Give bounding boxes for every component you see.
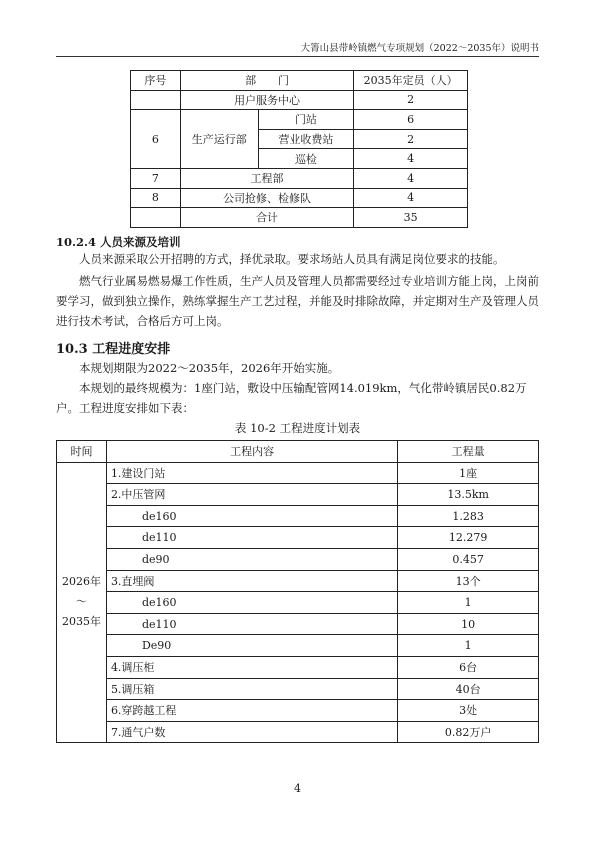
quantity-cell: 0.457 (398, 548, 539, 570)
table-row (57, 505, 539, 527)
table-cell: 用户服务中心 (180, 90, 353, 110)
table-cell: 公司抢修、检修队 (180, 188, 353, 208)
col-header: 2035年定员（人） (354, 71, 468, 91)
table-cell: 2 (354, 129, 468, 149)
table-row (131, 168, 468, 188)
table-cell: 4 (354, 149, 468, 169)
table-row (57, 678, 539, 700)
paragraph: 人员来源采取公开招聘的方式，择优录取。要求场站人员具有满足岗位要求的技能。 (79, 252, 505, 266)
table-cell: 工程部 (180, 168, 353, 188)
progress-table (56, 440, 539, 743)
table-cell (131, 208, 181, 228)
page-header: 大箐山县带岭镇燃气专项规划（2022～2035年）说明书 (56, 40, 539, 57)
quantity-cell: 3处 (398, 700, 539, 722)
work-item-cell: 7.通气户数 (106, 721, 397, 743)
table-cell: 生产运行部 (180, 110, 258, 169)
quantity-cell: 1座 (398, 462, 539, 484)
col-header: 部 门 (180, 71, 353, 91)
period-line: 2026年 (61, 575, 101, 589)
col-header: 工程内容 (106, 441, 397, 463)
paragraph: 燃气行业属易燃易爆工作性质，生产人员及管理人员都需要经过专业培训方能上岗，上岗前要学习，做到独立操作，熟练掌握生产工艺过程，并能及时排除故障，并定期对生产及管理人员进行技术考试，合格后方可上岗。 (56, 274, 539, 328)
quantity-cell: 40台 (398, 678, 539, 700)
table-row (57, 700, 539, 722)
paragraph: 本规划的最终规模为：1座门站，敷设中压输配管网14.019km，气化带岭镇居民0.82万户。工程进度安排如下表： (56, 381, 527, 415)
work-item-cell: de90 (106, 548, 397, 570)
work-item-cell: 1.建设门站 (106, 462, 397, 484)
table-row (131, 90, 468, 110)
table-row (57, 635, 539, 657)
table-cell: 35 (354, 208, 468, 228)
quantity-cell: 13个 (398, 570, 539, 592)
table-header-row (57, 441, 539, 463)
col-header: 序号 (131, 71, 181, 91)
quantity-cell: 1 (398, 592, 539, 614)
table-row (131, 188, 468, 208)
table-row (57, 656, 539, 678)
table-cell: 4 (354, 188, 468, 208)
table-cell: 4 (354, 168, 468, 188)
quantity-cell: 6台 (398, 656, 539, 678)
work-item-cell: de110 (106, 613, 397, 635)
section-heading: 10.3 工程进度安排 (56, 342, 171, 357)
period-line: ～ (75, 595, 87, 609)
work-item-cell: 5.调压箱 (106, 678, 397, 700)
quantity-cell: 13.5km (398, 484, 539, 506)
quantity-cell: 10 (398, 613, 539, 635)
table-cell: 2 (354, 90, 468, 110)
table-row-total (131, 208, 468, 228)
quantity-cell: 1 (398, 635, 539, 657)
quantity-cell: 1.283 (398, 505, 539, 527)
table-cell: 合计 (180, 208, 353, 228)
table-row (57, 592, 539, 614)
table-row (57, 484, 539, 506)
table-row (57, 570, 539, 592)
work-item-cell: de160 (106, 592, 397, 614)
work-item-cell: de160 (106, 505, 397, 527)
table-cell: 门站 (258, 110, 354, 130)
col-header: 工程量 (398, 441, 539, 463)
page-number: 4 (294, 782, 301, 795)
quantity-cell: 0.82万户 (398, 721, 539, 743)
table-row (57, 462, 539, 484)
table-cell (131, 90, 181, 110)
table-row (57, 548, 539, 570)
section-heading: 10.2.4 人员来源及培训 (56, 235, 181, 249)
table-cell: 营业收费站 (258, 129, 354, 149)
table-cell: 6 (354, 110, 468, 130)
col-header: 时间 (57, 441, 107, 463)
table-cell: 巡检 (258, 149, 354, 169)
work-item-cell: 4.调压柜 (106, 656, 397, 678)
table-cell: 8 (131, 188, 181, 208)
table-row (57, 527, 539, 549)
table-cell: 6 (131, 110, 181, 169)
table-row (57, 721, 539, 743)
quantity-cell: 12.279 (398, 527, 539, 549)
table-row (57, 613, 539, 635)
work-item-cell: 2.中压管网 (106, 484, 397, 506)
work-item-cell: 6.穿跨越工程 (106, 700, 397, 722)
paragraph: 本规划期限为2022～2035年，2026年开始实施。 (79, 361, 340, 375)
work-item-cell: de110 (106, 527, 397, 549)
table-row (131, 110, 468, 130)
work-item-cell: De90 (106, 635, 397, 657)
table-caption: 表 10-2 工程进度计划表 (234, 421, 361, 435)
staff-table (130, 70, 468, 228)
period-cell (57, 462, 107, 743)
table-cell: 7 (131, 168, 181, 188)
table-header-row (131, 71, 468, 91)
work-item-cell: 3.直埋阀 (106, 570, 397, 592)
period-line: 2035年 (61, 615, 101, 629)
